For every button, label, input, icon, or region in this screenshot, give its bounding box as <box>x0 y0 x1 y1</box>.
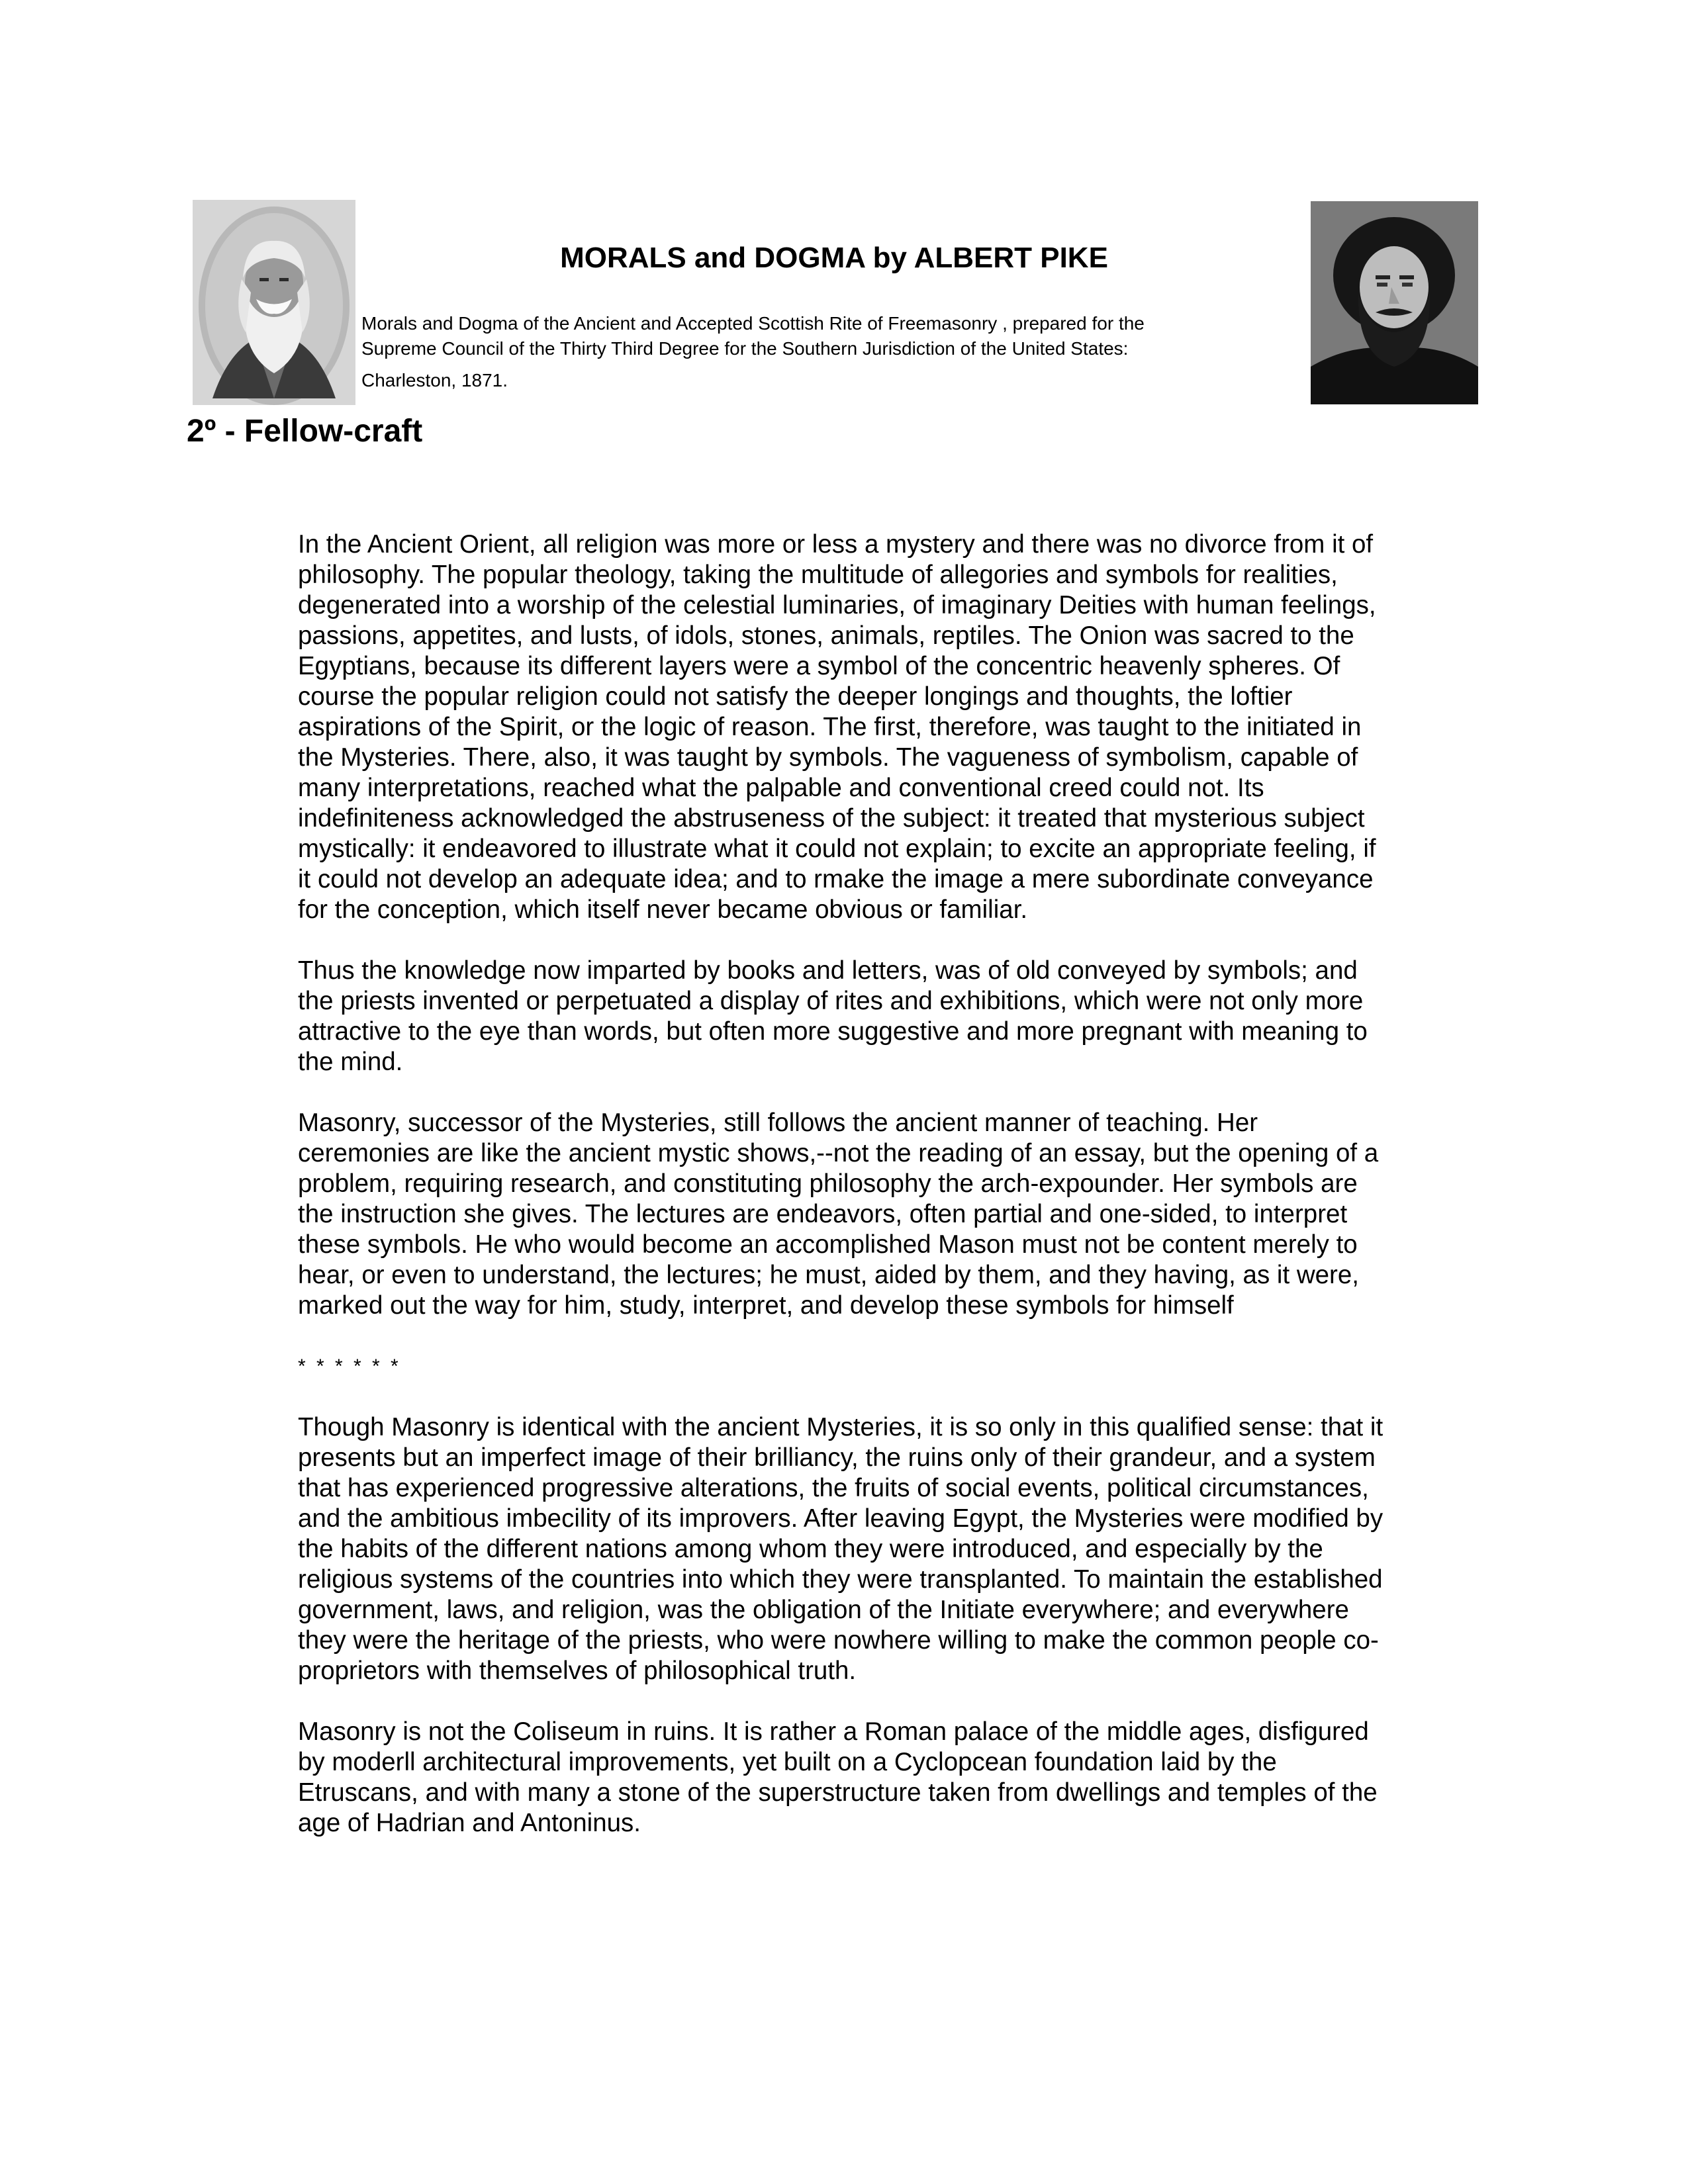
portrait-left-image <box>193 200 355 405</box>
paragraph-3: Masonry, successor of the Mysteries, still follows the ancient manner of teaching. Her ceremonies are like the ancient mystic shows,--not the reading of an essay, but the opening of a problem, requiring research, and constituting philosophy the arch-expounder. Her symbols are the instruction she gives. The lectures are endeavors, often partial and one-sided, to interpret these symbols. He who would become an accomplished Mason must not be content merely to hear, or even to understand, the lectures; he must, aided by them, and they having, as it were, marked out the way for him, study, interpret, and develop these symbols for himself <box>298 1109 1379 1320</box>
degree-heading: 2º - Fellow-craft <box>187 414 423 449</box>
paragraph-5: Masonry is not the Coliseum in ruins. It is rather a Roman palace of the middle ages, disfigured by moderll architectural improvements, yet built on a Cyclopcean foundation laid by the Etruscans, and with many a stone of the superstructure taken from dwellings and temples of the age of Hadrian and Antoninus. <box>298 1717 1378 1837</box>
paragraph-4: Though Masonry is identical with the ancient Mysteries, it is so only in this qualified sense: that it presents but an imperfect image of their brilliancy, the ruins only of their grandeur, and a system that has experienced progressive alterations, the fruits of social events, political circumstances, and the ambitious imbecility of its improvers. After leaving Egypt, the Mysteries were modified by the habits of the different nations among whom they were introduced, and especially by the religious systems of the countries into which they were transplanted. To maintain the established government, laws, and religion, was the obligation of the Initiate everywhere; and everywhere they were the heritage of the priests, who were nowhere willing to make the common people co-proprietors with themselves of philosophical truth. <box>298 1413 1383 1685</box>
paragraph-2: Thus the knowledge now imparted by books and letters, was of old conveyed by symbols; and the priests invented or perpetuated a display of rites and exhibitions, which were not only more attractive to the eye than words, but often more suggestive and more pregnant with meaning to the mind. <box>298 956 1368 1076</box>
body-text <box>298 529 1390 1869</box>
section-separator: * * * * * * <box>298 1355 401 1377</box>
paragraph-1: In the Ancient Orient, all religion was more or less a mystery and there was no divorce from it of philosophy. The popular theology, taking the multitude of allegories and symbols for realities, degenerated into a worship of the celestial luminaries, of imaginary Deities with human feelings, passions, appetites, and lusts, of idols, stones, animals, reptiles. The Onion was sacred to the Egyptians, because its different layers were a symbol of the concentric heavenly spheres. Of course the popular religion could not satisfy the deeper longings and thoughts, the loftier aspirations of the Spirit, or the logic of reason. The first, therefore, was taught to the initiated in the Mysteries. There, also, it was taught by symbols. The vagueness of symbolism, capable of many interpretations, reached what the palpable and conventional creed could not. Its indefiniteness acknowledged the abstruseness of the subject: it treated that mysterious subject mystically: it endeavored to illustrate what it could not explain; to excite an appropriate feeling, if it could not develop an adequate idea; and to rmake the image a mere subordinate conveyance for the conception, which itself never became obvious or familiar. <box>298 530 1376 924</box>
subtitle-line-1: Morals and Dogma of the Ancient and Accepted Scottish Rite of Freemasonry , prepared for the <box>361 313 1145 334</box>
portrait-right-image <box>1311 201 1478 404</box>
subtitle-line-2: Supreme Council of the Thirty Third Degree for the Southern Jurisdiction of the United States: <box>361 338 1129 359</box>
document-subtitle <box>361 311 1288 361</box>
document-title: MORALS and DOGMA by ALBERT PIKE <box>560 242 1108 274</box>
publication-place: Charleston, 1871. <box>361 370 508 390</box>
